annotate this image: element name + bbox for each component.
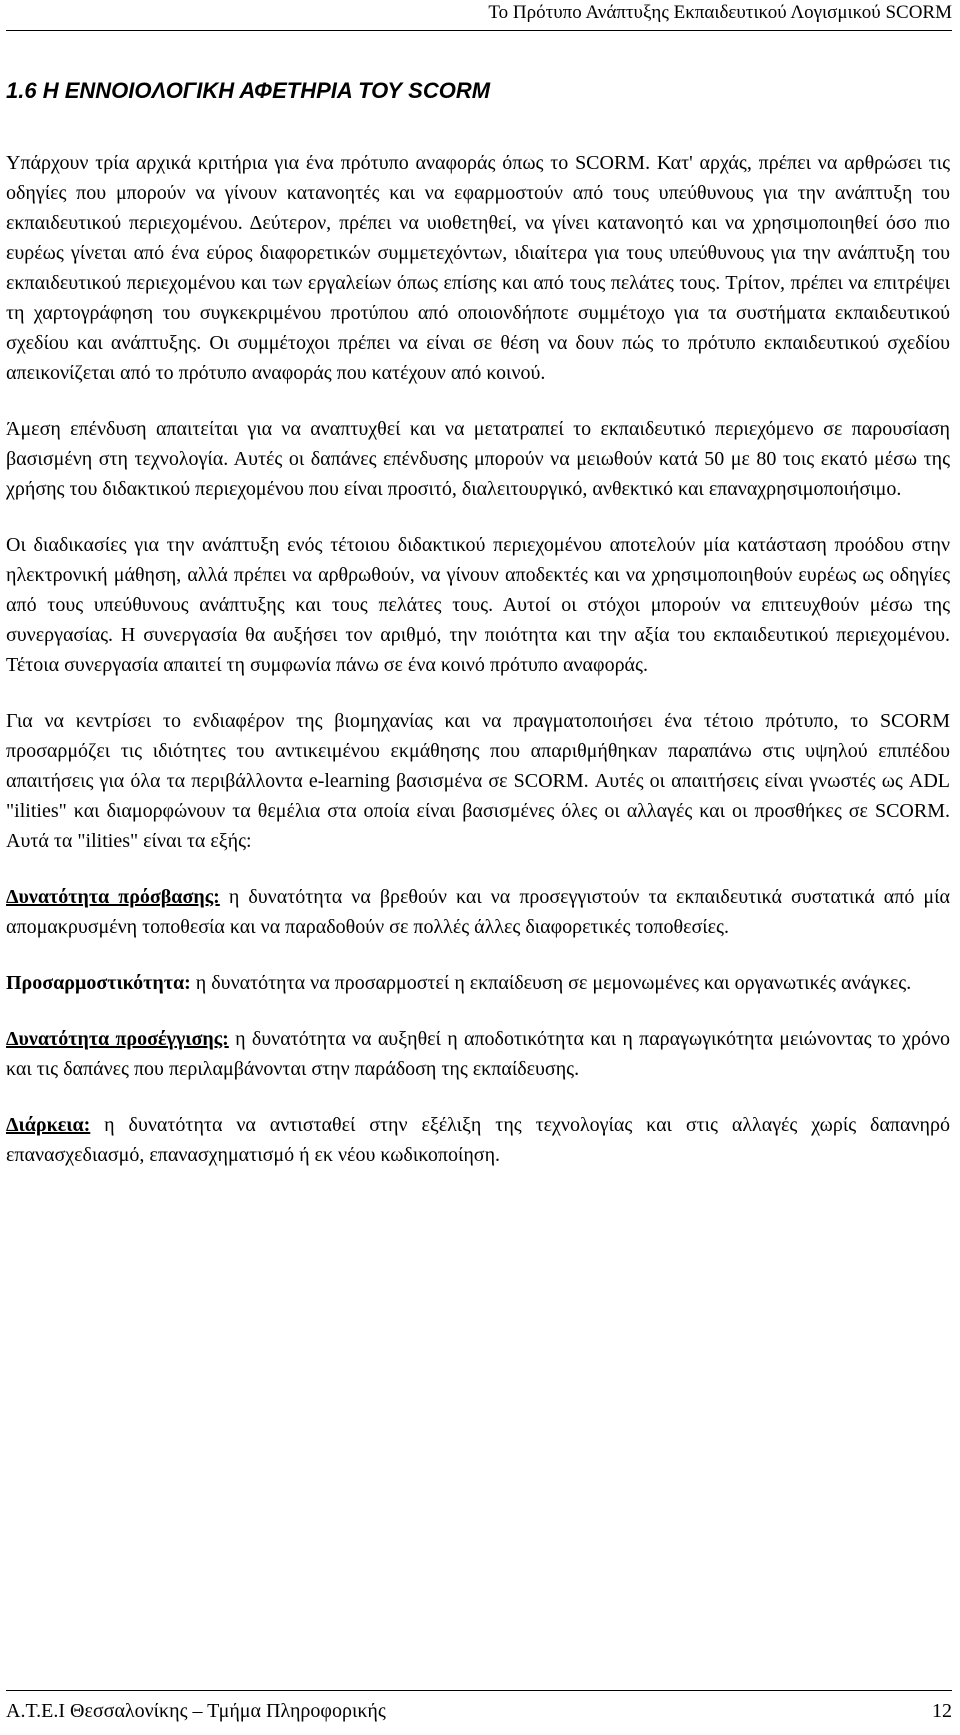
paragraph-ilities-intro: Για να κεντρίσει το ενδιαφέρον της βιομηχανίας και να πραγματοποιήσει ένα τέτοιο πρότυπο, το SCORM προσαρμόζει τις ιδιότητες του αντικειμένου εκμάθησης που απαριθμήθηκαν παραπάνω στις υψηλού επιπέδου απαιτήσεις για όλα τα περιβάλλοντα e-learning βασισμένα σε SCORM. Αυτές οι απαιτήσεις είναι γνωστές ως ADL "ilities" και διαμορφώνουν τα θεμέλια στα οποία είναι βασισμένες όλες οι αλλαγές και οι προσθήκες σε SCORM. Αυτά τα "ilities" είναι τα εξής:	[6, 710, 950, 852]
definition-durability	[6, 1110, 950, 1170]
definition-accessibility	[6, 882, 950, 942]
page-header	[6, 0, 952, 31]
definition-affordability	[6, 1024, 950, 1084]
page-number: 12	[932, 1700, 952, 1722]
definition-term: Προσαρμοστικότητα:	[6, 972, 191, 994]
body-text	[6, 148, 950, 1196]
definition-term: Δυνατότητα προσέγγισης:	[6, 1028, 229, 1050]
page-footer	[6, 1690, 952, 1730]
paragraph-criteria: Υπάρχουν τρία αρχικά κριτήρια για ένα πρότυπο αναφοράς όπως το SCORM. Κατ' αρχάς, πρέπει να αρθρώσει τις οδηγίες που μπορούν να γίνουν κατανοητές και να εφαρμοστούν από τους υπεύθυνους για την ανάπτυξη του εκπαιδευτικού περιεχομένου. Δεύτερον, πρέπει να υιοθετηθεί, να γίνει κατανοητό και να χρησιμοποιηθεί όσο πιο ευρέως γίνεται από ένα εύρος διαφορετικών συμμετεχόντων, ιδιαίτερα για τους υπεύθυνους για την ανάπτυξη του εκπαιδευτικού περιεχομένου και των εργαλείων όπως επίσης και από τους πελάτες τους. Τρίτον, πρέπει να επιτρέψει τη χαρτογράφηση του συγκεκριμένου προτύπου από οποιονδήποτε συμμέτοχο για τα συστήματα εκπαιδευτικού σχεδίου και ανάπτυξης. Οι συμμέτοχοι πρέπει να είναι σε θέση να δουν πώς το πρότυπο εκπαιδευτικού σχεδίου απεικονίζεται από το πρότυπο αναφοράς που κατέχουν από κοινού.	[6, 152, 950, 384]
definition-term: Δυνατότητα πρόσβασης:	[6, 886, 220, 908]
definition-text: η δυνατότητα να βρεθούν και να προσεγγιστούν τα εκπαιδευτικά συστατικά από μία απομακρυσμένη τοποθεσία και να παραδοθούν σε πολλές άλλες διαφορετικές τοποθεσίες.	[6, 886, 951, 938]
paragraph-investment: Άμεση επένδυση απαιτείται για να αναπτυχθεί και να μετατραπεί το εκπαιδευτικό περιεχόμενο σε παρουσίαση βασισμένη στη τεχνολογία. Αυτές οι δαπάνες επένδυσης μπορούν να μειωθούν κατά 50 με 80 τοις εκατό μέσω της χρήσης του διδακτικού περιεχομένου που είναι προσιτό, διαλειτουργικό, ανθεκτικό και επαναχρησιμοποιήσιμο.	[6, 418, 950, 500]
footer-institution: Α.Τ.Ε.Ι Θεσσαλονίκης – Τμήμα Πληροφορικής	[6, 1700, 386, 1722]
definition-text: η δυνατότητα να αντισταθεί στην εξέλιξη της τεχνολογίας και στις αλλαγές χωρίς δαπανηρό επανασχεδιασμό, επανασχηματισμό ή εκ νέου κωδικοποίηση.	[6, 1114, 950, 1166]
definition-term: Διάρκεια:	[6, 1114, 91, 1136]
definition-text: η δυνατότητα να αυξηθεί η αποδοτικότητα και η παραγωγικότητα μειώνοντας το χρόνο και τις δαπάνες που περιλαμβάνονται στην παράδοση της εκπαίδευσης.	[6, 1028, 950, 1080]
definition-adaptability	[6, 968, 950, 998]
definition-text: η δυνατότητα να προσαρμοστεί η εκπαίδευση σε μεμονωμένες και οργανωτικές ανάγκες.	[190, 972, 912, 994]
footer-divider	[6, 1690, 952, 1691]
paragraph-processes: Οι διαδικασίες για την ανάπτυξη ενός τέτοιου διδακτικού περιεχομένου αποτελούν μία κατάσταση προόδου στην ηλεκτρονική μάθηση, αλλά πρέπει να αρθρωθούν, να γίνουν αποδεκτές και να χρησιμοποιηθούν ευρέως ως οδηγίες από τους υπεύθυνους ανάπτυξης και τους πελάτες τους. Αυτοί οι στόχοι μπορούν να επιτευχθούν μέσω της συνεργασίας. Η συνεργασία θα αυξήσει τον αριθμό, την ποιότητα και την αξία του εκπαιδευτικού περιεχομένου. Τέτοια συνεργασία απαιτεί τη συμφωνία πάνω σε ένα κοινό πρότυπο αναφοράς.	[6, 534, 950, 676]
header-title: Το Πρότυπο Ανάπτυξης Εκπαιδευτικού Λογισμικού SCORM	[488, 2, 952, 23]
section-heading: 1.6 Η ΕΝΝΟΙΟΛΟΓΙΚΗ ΑΦΕΤΗΡΙΑ ΤΟΥ SCORM	[6, 78, 491, 103]
